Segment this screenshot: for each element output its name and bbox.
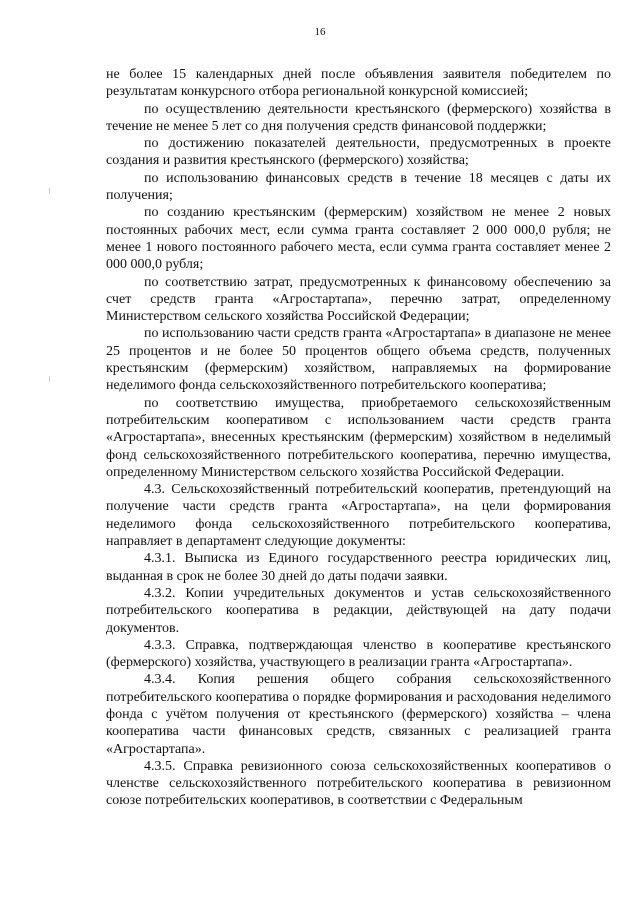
paragraph: 4.3.4. Копия решения общего собрания сельскохозяйственного потребительского кооператива о порядке формирования и расходования неделимого фонда с учётом получения от крестьянского (фермерского) хозяйства – члена кооператива части финансовых средств, связанных с реализацией гранта «Агростартапа». [106,672,611,757]
paragraph: 4.3.5. Справка ревизионного союза сельскохозяйственных кооперативов о членстве сельскохозяйственного потребительского кооператива в ревизионном союзе потребительских кооперативов, в соответствии с Федеральным [106,758,611,809]
paragraph: 4.3. Сельскохозяйственный потребительский кооператив, претендующий на получение части средств гранта «Агростартапа», на цели формирования неделимого фонда сельскохозяйственного потребительского кооператива, направляет в департамент следующие документы: [106,482,611,550]
paragraph: по использованию финансовых средств в течение 18 месяцев с даты их получения; [106,170,611,204]
document-body [106,66,611,810]
paragraph: 4.3.3. Справка, подтверждающая членство в кооперативе крестьянского (фермерского) хозяйства, участвующего в реализации гранта «Агростартапа». [106,637,611,671]
paragraph: по созданию крестьянским (фермерским) хозяйством не менее 2 новых постоянных рабочих мест, если сумма гранта составляет 2 000 000,0 рубля; не менее 1 нового постоянного рабочего места, если сумма гранта составляет менее 2 000 000,0 рубля; [106,205,611,273]
paragraph: 4.3.2. Копии учредительных документов и устав сельскохозяйственного потребительского кооператива в редакции, действующей на дату подачи документов. [106,585,611,636]
paragraph: по соответствию имущества, приобретаемого сельскохозяйственным потребительским кооперативом с использованием части средств гранта «Агростартапа», внесенных крестьянским (фермерским) хозяйством в неделимый фонд сельскохозяйственного потребительского кооператива, перечню имущества, определенному Министерством сельского хозяйства Российской Федерации. [106,395,611,480]
paragraph: по осуществлению деятельности крестьянского (фермерского) хозяйства в течение не менее 5 лет со дня получения средств финансовой поддержки; [106,101,611,134]
paragraph: по достижению показателей деятельности, предусмотренных в проекте создания и развития крестьянского (фермерского) хозяйства; [106,136,611,169]
margin-mark [49,376,50,382]
page-number: 16 [314,26,326,38]
paragraph: 4.3.1. Выписка из Единого государственного реестра юридических лиц, выданная в срок не более 30 дней до даты подачи заявки. [106,551,611,584]
paragraph: не более 15 календарных дней после объявления заявителя победителем по результатам конкурсного отбора региональной конкурсной комиссией; [106,67,611,100]
paragraph: по соответствию затрат, предусмотренных к финансовому обеспечению за счет средств гранта «Агростартапа», перечню затрат, определенному Министерством сельского хозяйства Российской Федерации; [106,274,611,325]
paragraph: по использованию части средств гранта «Агростартапа» в диапазоне не менее 25 процентов и не более 50 процентов общего объема средств, полученных крестьянским (фермерским) хозяйством, направляемых на формирование неделимого фонда сельскохозяйственного потребительского кооператива; [106,326,611,394]
margin-mark [49,188,50,194]
